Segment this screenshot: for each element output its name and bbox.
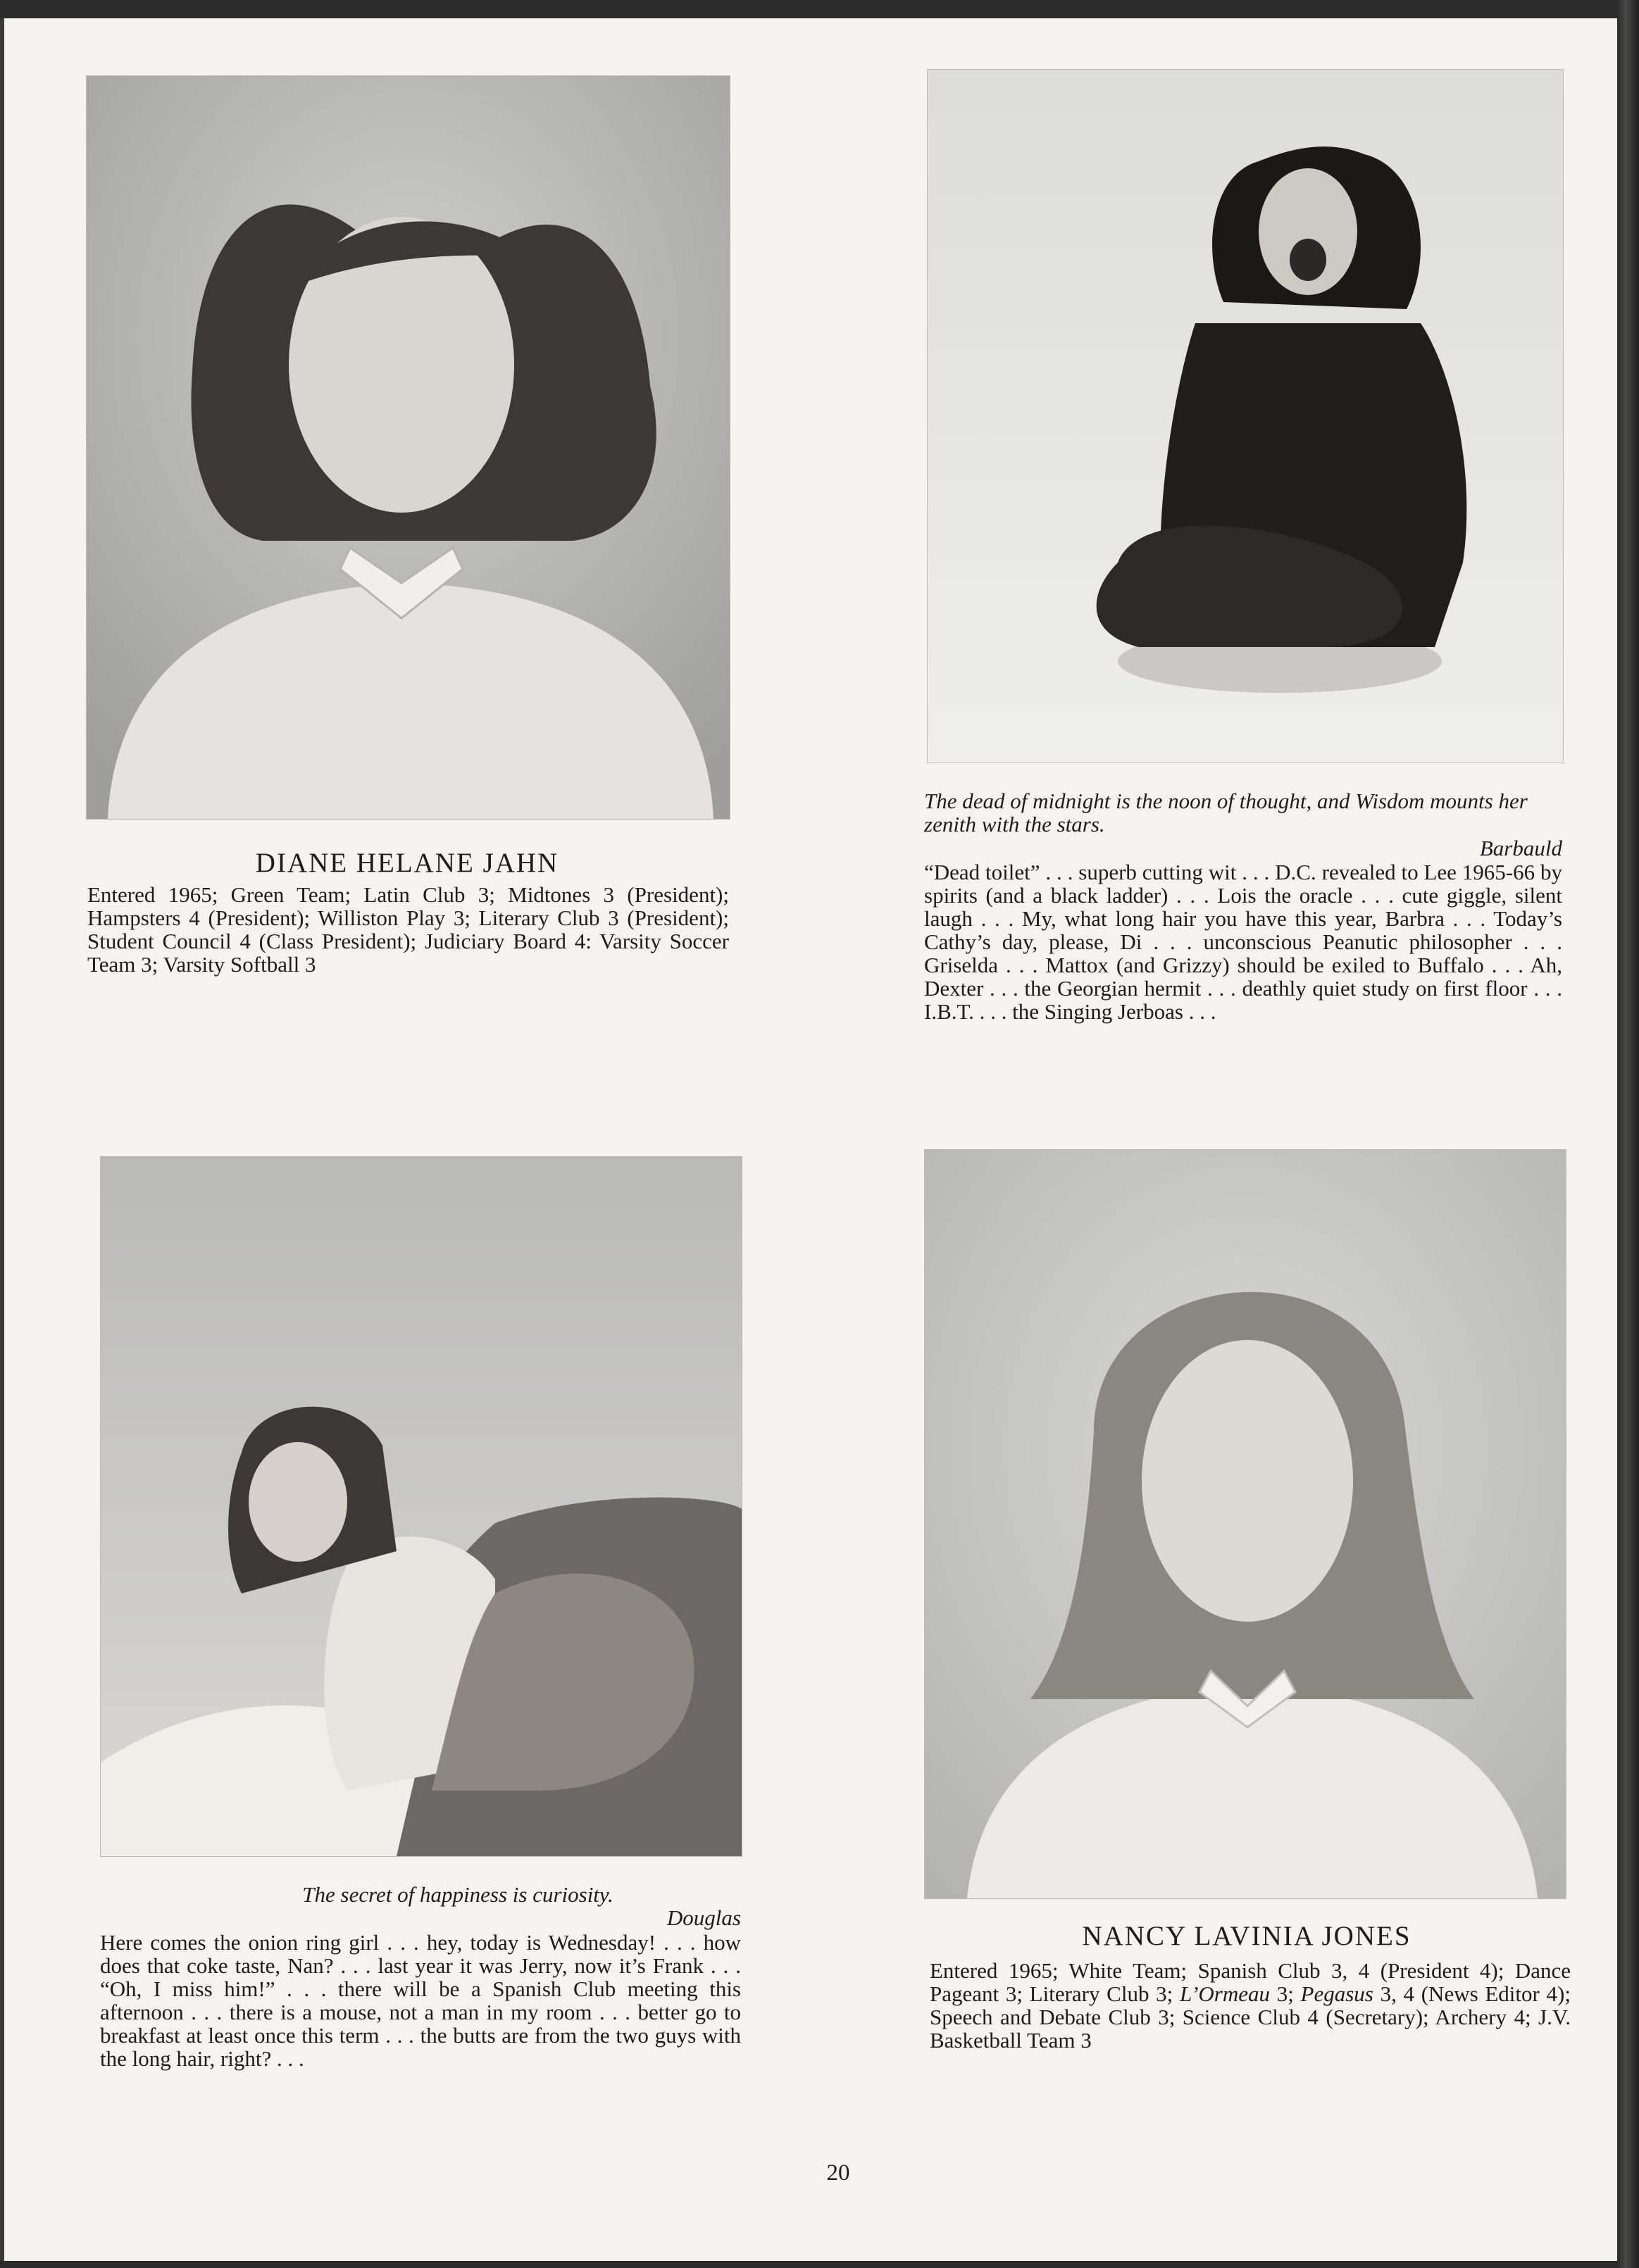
diane-writeup: “Dead toilet” . . . superb cutting wit . . . D.C. revealed to Lee 1965-66 by spirits (and a black ladder) . . . Lois the oracle . . . cute giggle, silent laugh . . . My, what long hair you have this year, Barbra . . . Today’s Cathy’s day, please, Di . . . unconscious Peanutic philosopher . . . Griselda . . . Mattox (and Grizzy) should be exiled to Buffalo . . . Ah, Dexter . . . the Georgian hermit . . . deathly quiet study on first floor . . . I.B.T. . . . the Singing Jerboas . . . [924, 860, 1562, 1024]
nancy-activities-part1: Entered 1965; White Team; Spanish Club 3, 4 (President 4); Dance Pageant 3; Literary Club 3; [930, 1958, 1571, 2006]
nancy-activities-lormeau: L’Ormeau [1180, 1981, 1271, 2006]
diane-activities: Entered 1965; Green Team; Latin Club 3; Midtones 3 (President); Hampsters 4 (President); Williston Play 3; Literary Club 3 (President); Student Council 4 (Class President); Judiciary Board 4: Varsity Soccer Team 3; Varsity Softball 3 [87, 882, 729, 977]
portrait-photo-icon [86, 75, 730, 820]
portrait-photo-icon [924, 1149, 1566, 1899]
diane-sled-image [928, 70, 1563, 763]
diane-quote-author: Barbauld [1479, 836, 1562, 860]
diane-portrait-image [87, 76, 730, 819]
scan-edge-right [1617, 0, 1639, 2268]
sled-photo-icon [927, 69, 1564, 763]
nancy-reclining-image [101, 1157, 742, 1856]
scan-edge-bottom [0, 2261, 1639, 2268]
page-number: 20 [826, 2160, 850, 2186]
reclining-photo-icon [100, 1156, 742, 1857]
nancy-quote: The secret of happiness is curiosity. [302, 1882, 613, 1907]
nancy-activities-part2: 3; [1270, 1981, 1301, 2006]
nancy-activities-pegasus: Pegasus [1300, 1981, 1373, 2006]
nancy-name: NANCY LAVINIA JONES [1082, 1921, 1411, 1951]
diane-quote: The dead of midnight is the noon of thought, and Wisdom mounts her zenith with the stars. [924, 789, 1528, 837]
nancy-portrait-image [925, 1150, 1566, 1898]
nancy-activities-part3: 3, 4 (News Editor 4); Speech and Debate Club 3; Science Club 4 (Secretary); Archery 4; J.V. Basketball Team 3 [930, 1981, 1571, 2053]
nancy-quote-author: Douglas [666, 1905, 741, 1930]
diane-name: DIANE HELANE JAHN [255, 848, 559, 878]
scan-edge-top [0, 0, 1639, 18]
nancy-writeup: Here comes the onion ring girl . . . hey, today is Wednesday! . . . how does that coke taste, Nan? . . . last year it was Jerry, now it’s Frank . . . “Oh, I miss him!” . . . there will be a Spanish Club meeting this afternoon . . . there is a mouse, not a man in my room . . . better go to breakfast at least once this term . . . the butts are from the two guys with the long hair, right? . . . [100, 1930, 741, 2071]
nancy-activities [930, 1959, 1571, 2052]
